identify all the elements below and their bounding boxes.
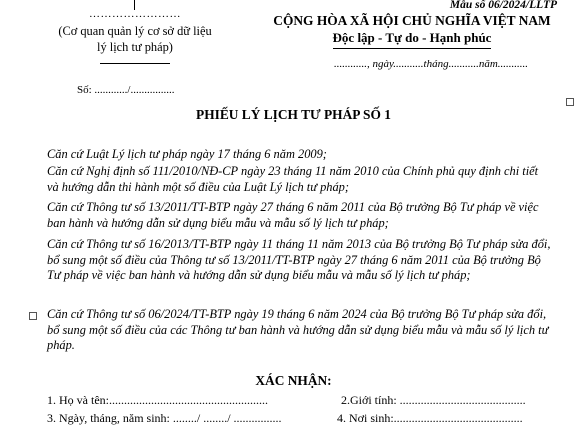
motto: Độc lập - Tự do - Hạnh phúc bbox=[332, 30, 492, 45]
field-full-name: 1. Họ và tên:..................................................... bbox=[47, 393, 268, 407]
motto-underline bbox=[333, 48, 491, 49]
agency-underline bbox=[100, 63, 170, 64]
agency-name-line1: (Cơ quan quản lý cơ sở dữ liệu bbox=[58, 24, 212, 38]
form-number: Mẫu số 06/2024/LLTP bbox=[449, 0, 557, 11]
preamble-item: Căn cứ Thông tư số 16/2013/TT-BTP ngày 11 tháng 11 năm 2013 của Bộ trưởng Bộ Tư pháp sửa đổi, bổ sung một số điều của Thông tư số 13/2011/TT-BTP ngày 27 tháng 6 năm 2011 của Bộ trưởng Bộ Tư pháp về việc ban hành và hướng dẫn sử dụng biểu mẫu và mẫu số lý lịch tư pháp; bbox=[47, 237, 551, 283]
document-number: Số: ............/................ bbox=[77, 84, 175, 96]
preamble-item: Căn cứ Nghị định số 111/2010/NĐ-CP ngày 23 tháng 11 năm 2010 của Chính phủ quy định chi tiết và hướng dẫn thi hành một số điều của Luật Lý lịch tư pháp; bbox=[47, 164, 539, 194]
date-line: ............, ngày...........tháng...........năm........... bbox=[334, 58, 529, 70]
document-title: PHIẾU LÝ LỊCH TƯ PHÁP SỐ 1 bbox=[196, 107, 391, 122]
preamble-item: Căn cứ Luật Lý lịch tư pháp ngày 17 tháng 6 năm 2009; bbox=[47, 147, 327, 161]
field-gender: 2.Giới tính: .......................................... bbox=[341, 393, 526, 407]
confirm-heading: XÁC NHẬN: bbox=[255, 373, 332, 388]
field-date-of-birth: 3. Ngày, tháng, năm sinh: ......../ ......../ ................ bbox=[47, 411, 282, 425]
side-mark bbox=[29, 312, 37, 320]
field-place-of-birth: 4. Nơi sinh:........................................... bbox=[337, 411, 523, 425]
agency-dots: …………………… bbox=[89, 8, 181, 20]
country-name: CỘNG HÒA XÃ HỘI CHỦ NGHĨA VIỆT NAM bbox=[273, 13, 551, 28]
agency-name-line2: lý lịch tư pháp) bbox=[97, 40, 173, 54]
preamble-item: Căn cứ Thông tư số 06/2024/TT-BTP ngày 19 tháng 6 năm 2024 của Bộ trưởng Bộ Tư pháp sửa đổi, bổ sung một số điều của các Thông tư ban hành và hướng dẫn sử dụng biểu mẫu và mẫu số lý lịch tư pháp. bbox=[47, 307, 549, 353]
corner-mark bbox=[566, 98, 574, 106]
preamble-item: Căn cứ Thông tư số 13/2011/TT-BTP ngày 27 tháng 6 năm 2011 của Bộ trưởng Bộ Tư pháp về việc ban hành và hướng dẫn sử dụng biểu mẫu và mẫu số lý lịch tư pháp; bbox=[47, 200, 539, 230]
